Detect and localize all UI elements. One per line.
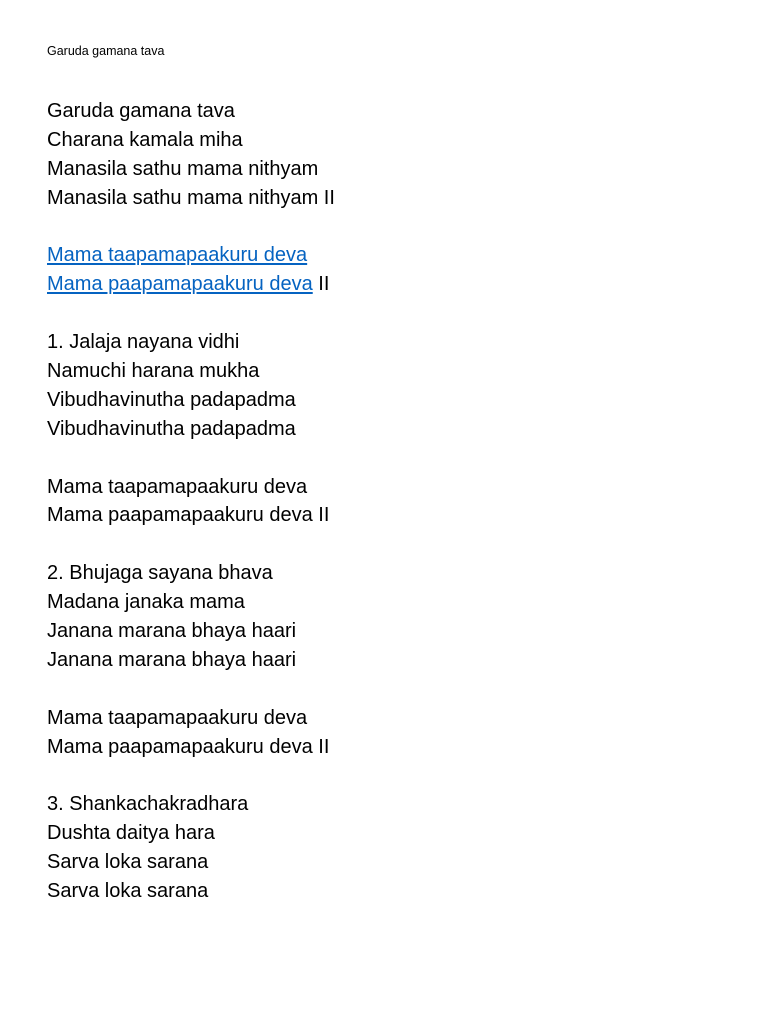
lyric-line: 3. Shankachakradhara — [47, 793, 249, 816]
stanza-2 — [47, 559, 335, 675]
stanza-1 — [47, 328, 335, 444]
document-title: Garuda gamana tava — [47, 44, 165, 58]
lyric-line: Dushta daitya hara — [47, 822, 215, 845]
blank-line — [47, 761, 335, 790]
lyrics-body — [47, 97, 335, 906]
lyric-line: Janana marana bhaya haari — [47, 620, 297, 643]
chorus-link-line-2 — [47, 270, 335, 299]
chorus-2 — [47, 704, 335, 762]
lyric-line: 1. Jalaja nayana vidhi — [47, 331, 240, 354]
lyric-line: Sarva loka sarana — [47, 851, 209, 874]
lyric-line: Sarva loka sarana — [47, 880, 209, 903]
intro-stanza — [47, 97, 335, 213]
lyric-line: Vibudhavinutha padapadma — [47, 388, 296, 411]
lyric-line: Manasila sathu mama nithyam — [47, 157, 319, 180]
chorus-link-block — [47, 241, 335, 299]
lyric-line: Mama taapamapaakuru deva — [47, 706, 308, 729]
lyric-line: Mama paapamapaakuru deva II — [47, 735, 330, 758]
chorus-suffix: II — [312, 273, 330, 296]
lyric-line: Mama taapamapaakuru deva — [47, 475, 308, 498]
blank-line — [47, 675, 335, 704]
blank-line — [47, 444, 335, 473]
chorus-1 — [47, 473, 335, 531]
lyric-line: Janana marana bhaya haari — [47, 648, 297, 671]
lyric-line: Garuda gamana tava — [47, 100, 235, 122]
lyric-line: Manasila sathu mama nithyam II — [47, 186, 335, 209]
blank-line — [47, 299, 335, 328]
blank-line — [47, 530, 335, 559]
lyric-line: Mama paapamapaakuru deva II — [47, 504, 330, 527]
lyric-line: Vibudhavinutha padapadma — [47, 417, 296, 440]
chorus-link-paapam[interactable]: Mama paapamapaakuru deva — [47, 273, 313, 296]
chorus-link-taapam[interactable]: Mama taapamapaakuru deva — [47, 244, 308, 267]
stanza-3 — [47, 790, 335, 906]
lyric-line: Madana janaka mama — [47, 591, 245, 614]
lyric-line: Charana kamala miha — [47, 128, 243, 151]
blank-line — [47, 213, 335, 242]
lyric-line: Namuchi harana mukha — [47, 360, 260, 383]
chorus-link-line-1 — [47, 241, 335, 270]
lyric-line: 2. Bhujaga sayana bhava — [47, 562, 273, 585]
